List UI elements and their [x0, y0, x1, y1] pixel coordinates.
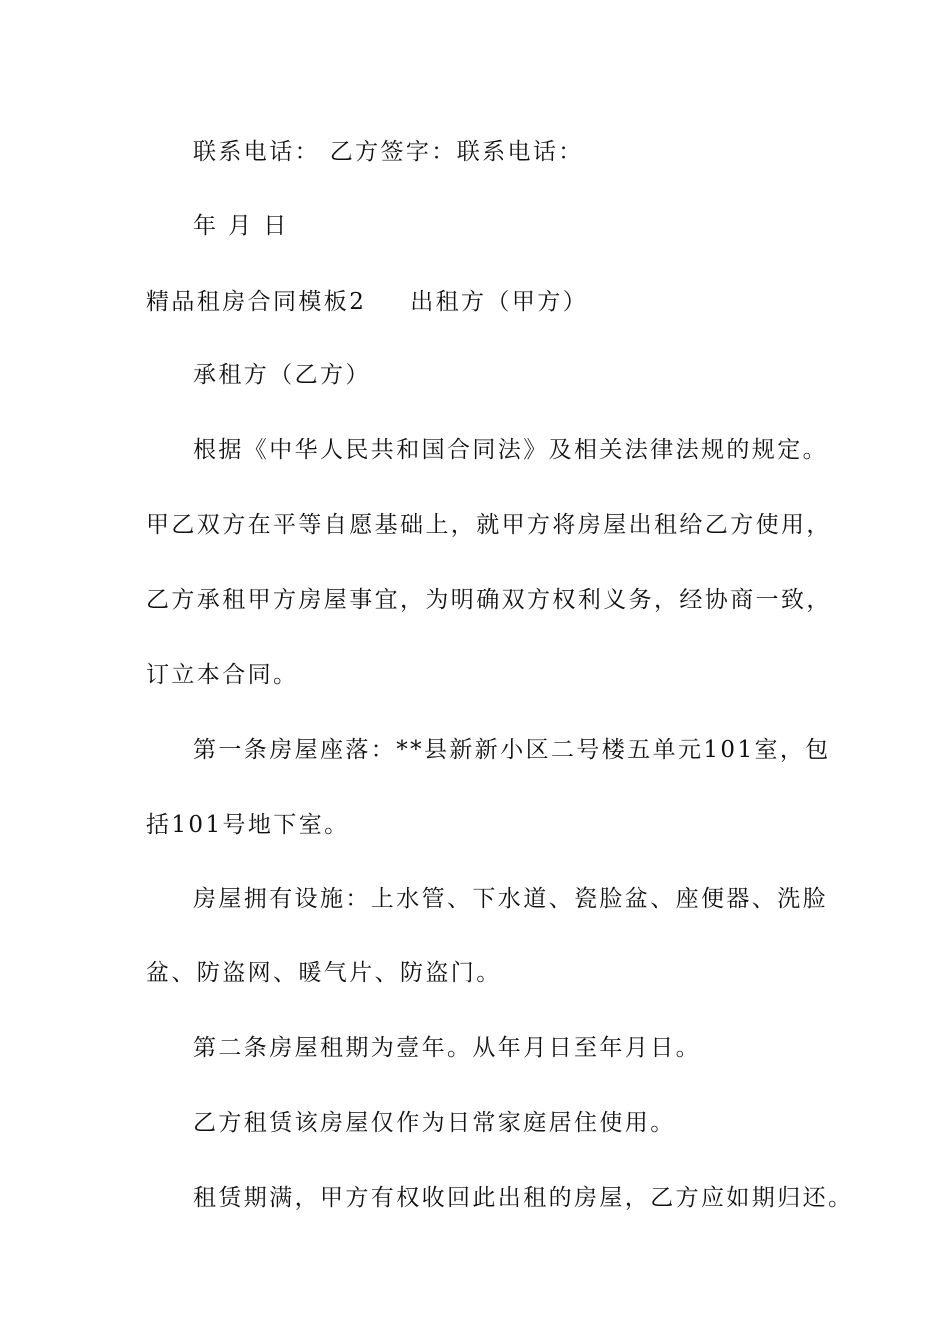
contract-title: 精品租房合同模板2 [146, 289, 367, 315]
paragraph-line: 租赁期满，甲方有权收回此出租的房屋，乙方应如期归还。 [193, 1185, 854, 1211]
date-line: 年 月 日 [193, 213, 289, 239]
paragraph-line: 房屋拥有设施：上水管、下水道、瓷脸盆、座便器、洗脸 [193, 886, 828, 912]
paragraph-line: 根据《中华人民共和国合同法》及相关法律法规的规定。 [193, 437, 828, 463]
paragraph-line: 甲乙双方在平等自愿基础上，就甲方将房屋出租给乙方使用， [146, 512, 832, 538]
contact-signature-line: 联系电话： 乙方签字：联系电话： [193, 139, 584, 165]
paragraph-line: 第一条房屋座落：**县新新小区二号楼五单元101室，包 [193, 737, 831, 763]
paragraph-line: 第二条房屋租期为壹年。从年月日至年月日。 [193, 1035, 701, 1061]
paragraph-line: 乙方租赁该房屋仅作为日常家庭居住使用。 [193, 1110, 676, 1136]
lessee-label: 承租方（乙方） [193, 362, 371, 388]
paragraph-line: 盆、防盗网、暖气片、防盗门。 [146, 960, 502, 986]
paragraph-line: 括101号地下室。 [146, 812, 350, 838]
lessor-label: 出租方（甲方） [410, 289, 589, 315]
contract-heading-line [146, 287, 588, 317]
paragraph-line: 乙方承租甲方房屋事宜，为明确双方权利义务，经协商一致， [146, 587, 832, 613]
paragraph-line: 订立本合同。 [146, 662, 299, 688]
